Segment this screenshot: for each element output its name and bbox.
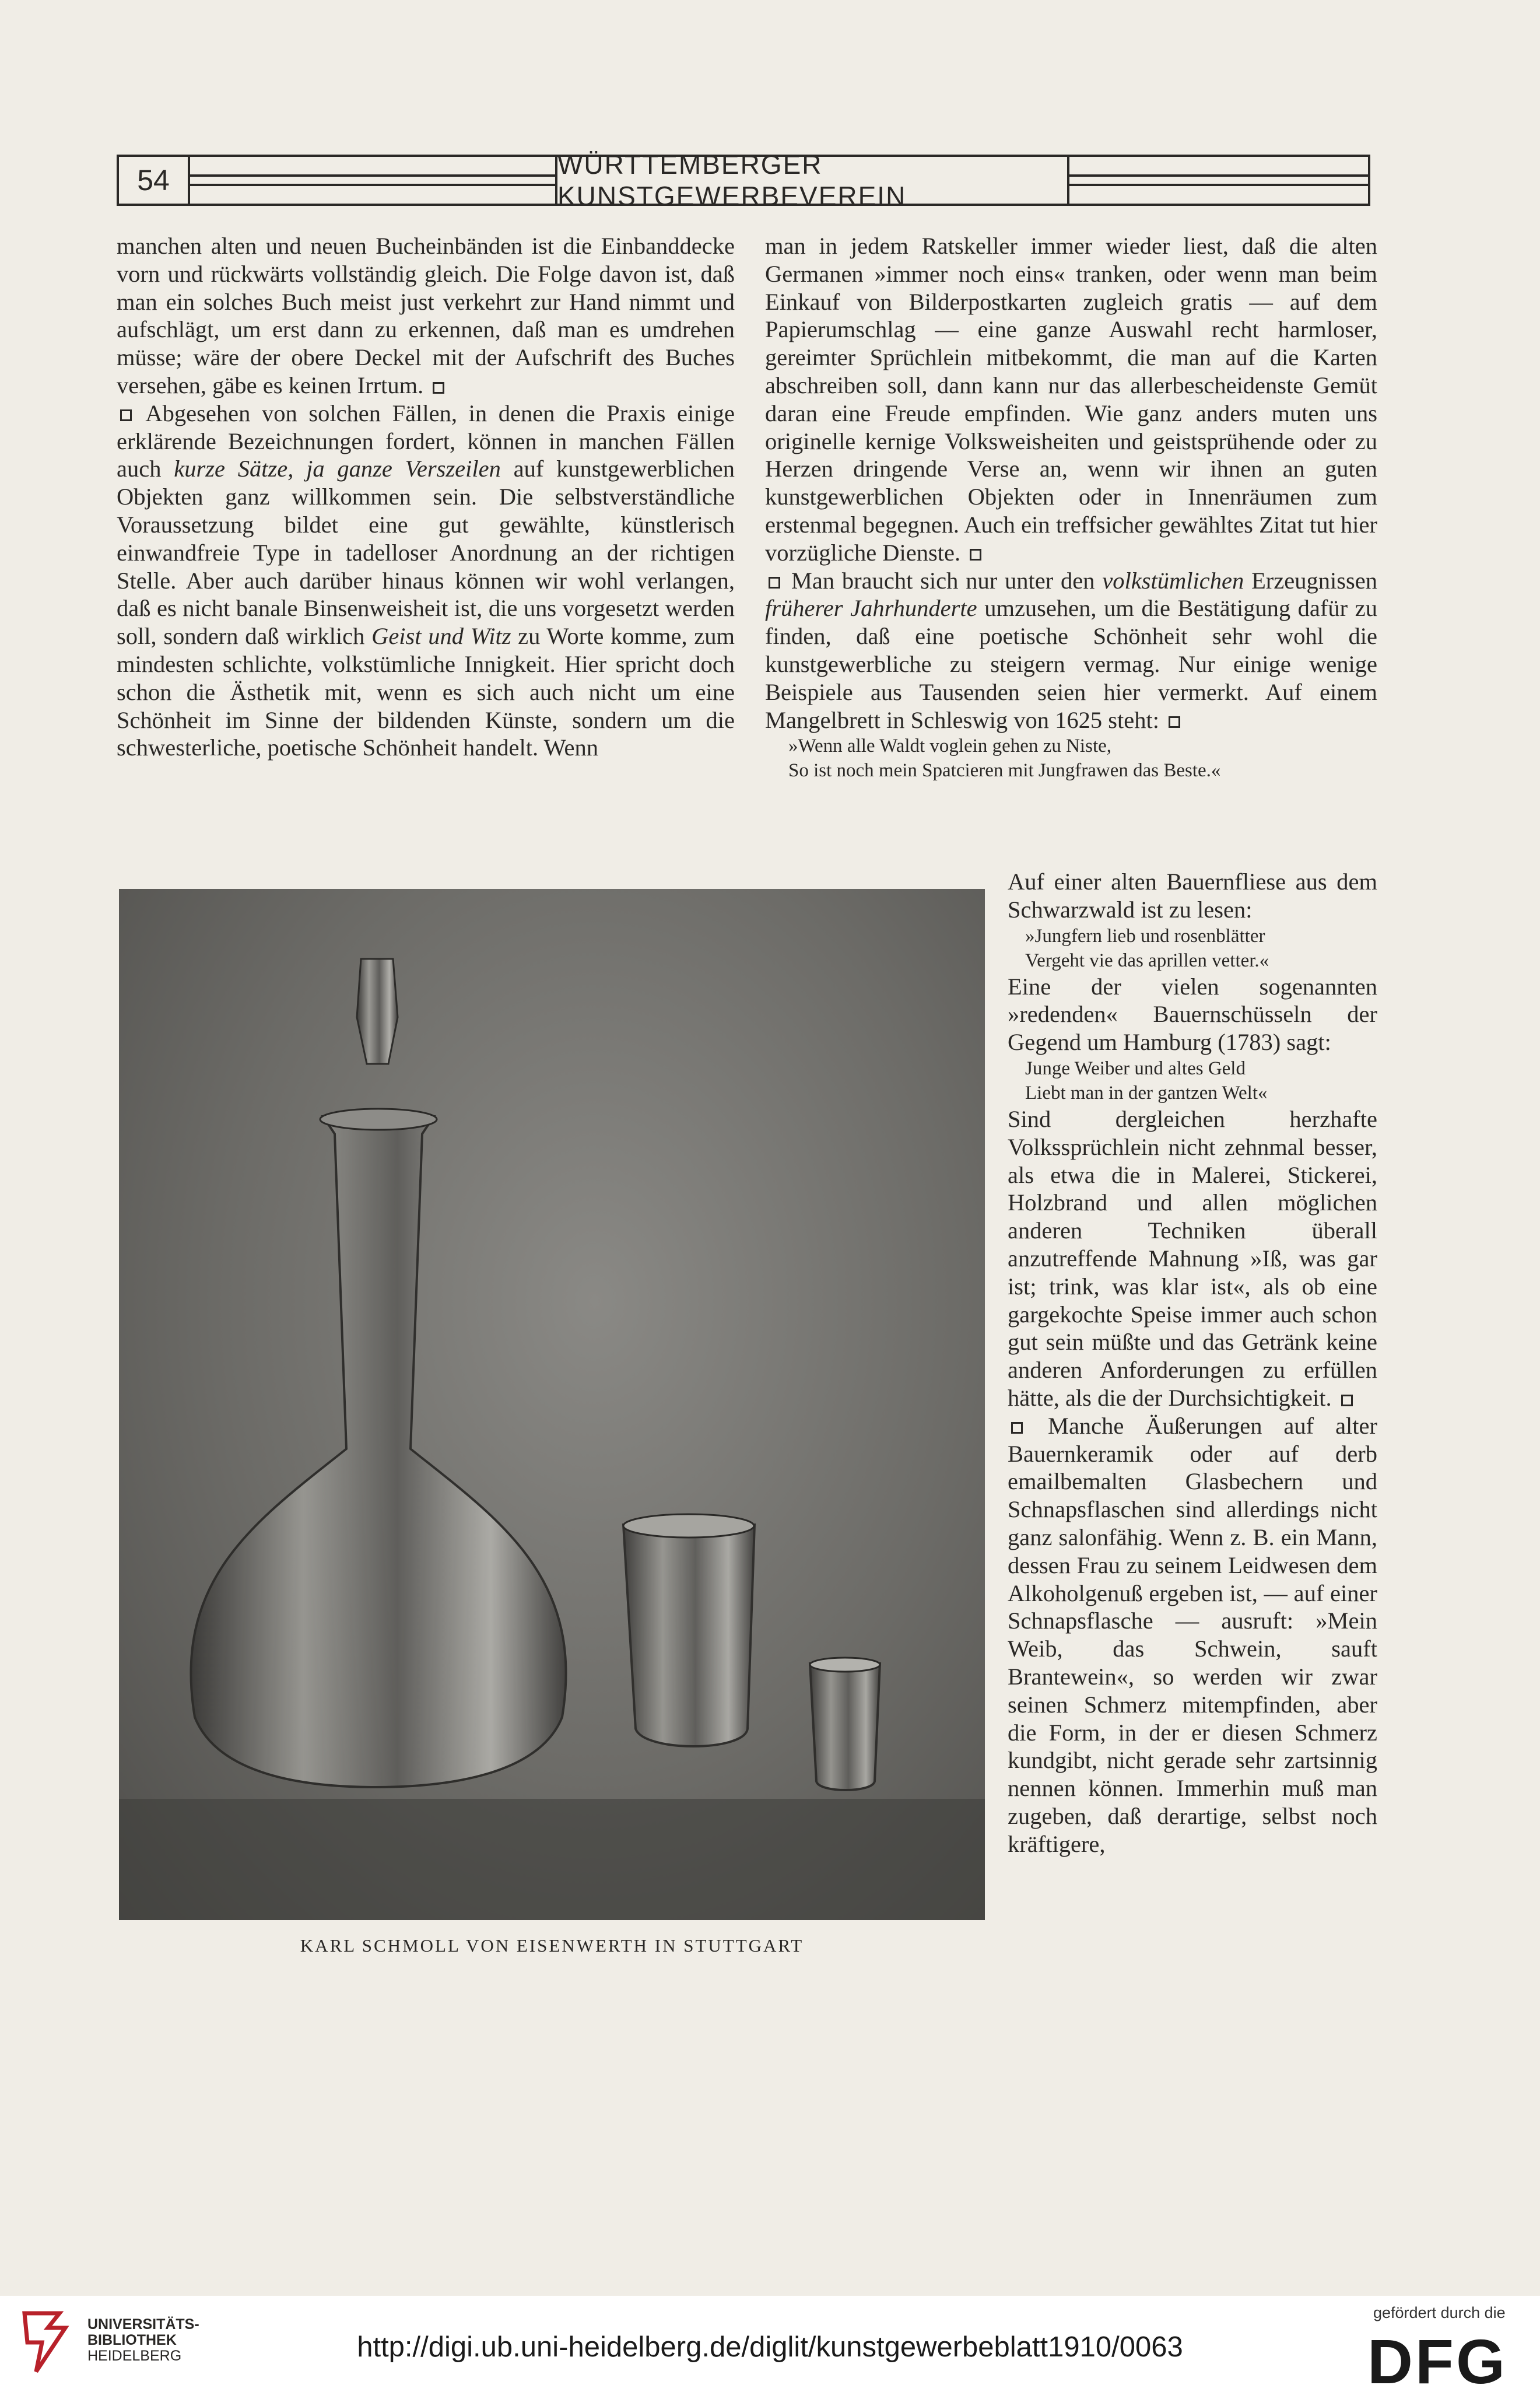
verse-quote: »Jungfern lieb und rosenblätter Vergeht vie das aprillen vetter.« [1025,925,1269,971]
header-title: WÜRTTEMBERGER KUNSTGEWERBEVEREIN [555,157,1069,204]
figure-caption: KARL SCHMOLL VON EISENWERTH IN STUTTGART [300,1935,804,1956]
paragraph-mark-icon [769,577,780,589]
paragraph-mark-icon [1169,716,1180,728]
paragraph-mark-icon [433,382,444,394]
right-column [765,232,1377,783]
decanter-glasses-image [119,889,985,1920]
verse-quote: Junge Weiber und altes Geld Liebt man in der gantzen Welt« [1025,1057,1268,1104]
paragraph: Eine der vielen sogenannten »redenden« Bauernschüsseln der Gegend um Hamburg (1783) sagt: [1008,973,1377,1056]
paragraph: Auf einer alten Bauernfliese aus dem Schwarzwald ist zu lesen: [1008,868,1377,923]
paragraph-mark-icon [970,549,981,561]
paragraph-mark-icon [1011,1422,1023,1434]
paragraph: man in jedem Ratskeller immer wieder liest, daß die alten Germanen »immer noch eins« tranken, oder wenn man beim Einkauf von Bilderpostkarten zugleich gratis — auf dem Papierumschlag — eine ganze Auswahl recht harmloser, gereimter Sprüchlein mitbekommt, die man auf die Karten abschreiben soll, dann kann nur das allerbescheidenste Gemüt daran eine Freude empfinden. Wie ganz anders muten uns originelle kernige Volksweisheiten und geistsprühende oder zu Herzen dringende Verse an, wenn wir ihnen an guten kunstgewerblichen Objekten oder in Innenräumen zum erstenmal begegnen. Auch ein treffsicher gewähltes Zitat tut hier vorzügliche Dienste. [765,233,1377,566]
library-name: UNIVERSITÄTS- BIBLIOTHEK HEIDELBERG [87,2316,199,2364]
header-rule [188,184,555,186]
verse-quote: »Wenn alle Waldt voglein gehen zu Niste, So ist noch mein Spatcieren mit Jungfrawen das Beste.« [788,736,1221,782]
permalink-url[interactable]: http://digi.ub.uni-heidelberg.de/diglit/kunstgewerbeblatt1910/0063 [357,2331,1183,2363]
paragraph-mark-icon [120,409,132,421]
paragraph: Sind dergleichen herzhafte Volkssprüchlein nicht zehnmal besser, als etwa die in Malerei, Stickerei, Holzbrand und allen möglichen anderen Techniken überall anzutreffende Mahnung »Iß, was gar ist; trink, was klar ist«, als ob eine gargekochte Speise immer auch schon gut sein müßte und das Getränk keine anderen Anforderungen zu erfüllen hätte, als die der Durchsichtigkeit. [1008,1105,1377,1411]
paragraph: Abgesehen von solchen Fällen, in denen die Praxis einige erklärende Bezeichnungen fordert, können in manchen Fällen auch kurze Sätze, ja ganze Verszeilen auf kunstgewerblichen Objekten ganz willkommen sein. Die selbstverständliche Voraussetzung bildet eine gut gewählte, künstlerisch einwandfreie Type in tadelloser Anordnung an der richtigen Stelle. Aber auch darüber hinaus können wir wohl verlangen, daß es nicht banale Binsenweisheit ist, die uns vorgesetzt werden soll, sondern daß wirklich Geist und Witz zu Worte komme, zum mindesten schlichte, volkstümliche Innigkeit. Hier spricht doch schon die Ästhetik mit, wenn es sich auch nicht um eine Schönheit im Sinne der bildenden Künste, sondern um die schwesterliche, poetische Schönheit handelt. Wenn [117,400,735,761]
dfg-logo: DFG [1367,2326,1507,2397]
paragraph: Man braucht sich nur unter den volkstümlichen Erzeugnissen früherer Jahrhunderte umzusehen, um die Bestätigung dafür zu finden, daß eine poetische Schönheit sehr wohl die kunstgewerbliche zu steigern vermag. Nur einige wenige Beispiele aus Tausenden seien hier vermerkt. Auf einem Mangelbrett in Schleswig von 1625 steht: [765,567,1377,733]
header-rule [1069,174,1368,177]
paragraph-mark-icon [1341,1395,1353,1406]
page-number: 54 [119,157,190,204]
digitization-footer [0,2296,1540,2399]
header-rule [188,174,555,177]
header-rule [1069,184,1368,186]
paragraph: manchen alten und neuen Bucheinbänden ist die Einbanddecke vorn und rückwärts vollständig gleich. Die Folge davon ist, daß man ein solches Buch meist just verkehrt zur Hand nimmt und aufschlägt, um erst dann zu erkennen, daß man es umdrehen müsse; wäre der obere Deckel mit der Aufschrift des Buches versehen, gäbe es keinen Irrtum. [117,233,735,398]
funding-label: gefördert durch die [1373,2304,1506,2321]
left-column [117,232,735,762]
narrow-column [1008,868,1377,1858]
paragraph: Manche Äußerungen auf alter Bauernkeramik oder auf derb emailbemalten Glasbechern und Schnapsflaschen sind allerdings nicht ganz salonfähig. Wenn z. B. ein Mann, dessen Frau zu seinem Leidwesen dem Alkoholgenuß ergeben ist, — auf einer Schnapsflasche — ausruft: »Mein Weib, das Schwein, sauft Brantewein«, so werden wir zwar seinen Schmerz mitempfinden, aber die Form, in der er diesen Schmerz kundgibt, nicht gerade sehr zartsinnig nennen können. Immerhin muß man zugeben, daß derartige, selbst noch kräftigere, [1008,1412,1378,1857]
decanter-photograph [119,889,985,1920]
running-header [117,149,1370,211]
